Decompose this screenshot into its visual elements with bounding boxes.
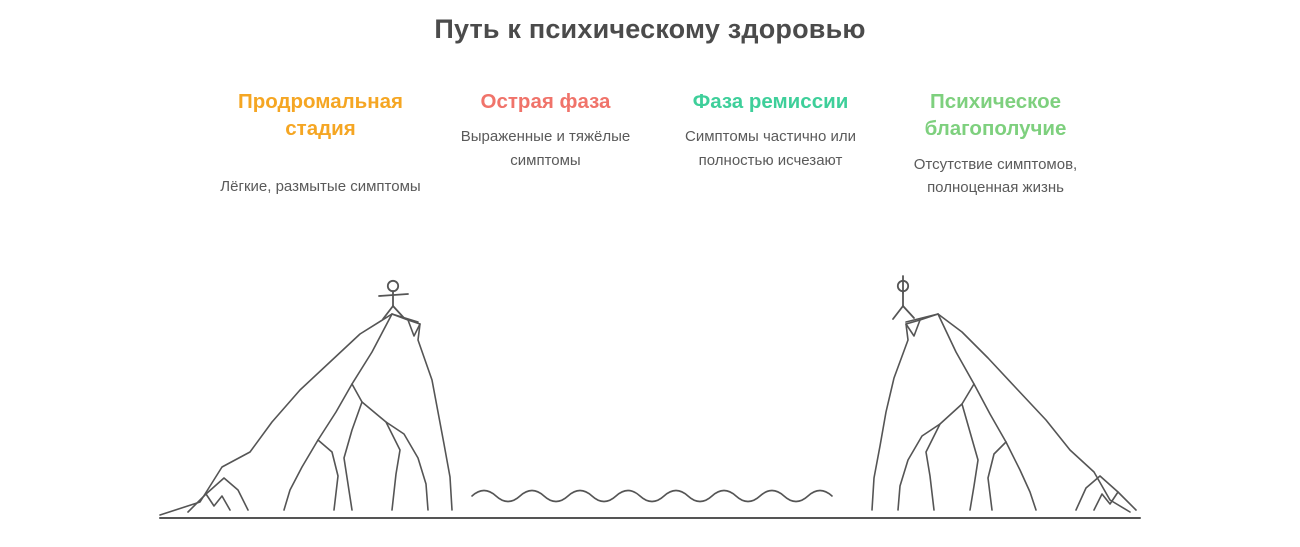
- stage-title-prodromal: Продромальная стадия: [238, 90, 403, 141]
- stage-title-acute: Острая фаза: [480, 90, 611, 113]
- water-line: [472, 491, 832, 502]
- stages-row: [208, 88, 1108, 199]
- climber-start-figure: [379, 281, 408, 319]
- mountains-illustration: [0, 262, 1300, 547]
- stage-column-acute: [433, 88, 658, 172]
- stage-description-acute: Выраженные и тяжёлые симптомы: [460, 128, 631, 169]
- stage-description-remission: Симптомы частично или полностью исчезают: [685, 128, 856, 169]
- stage-column-prodromal: [208, 88, 433, 198]
- stage-title-wellbeing: Психическое благополучие: [924, 90, 1067, 141]
- stage-column-wellbeing: [883, 88, 1108, 199]
- stage-column-remission: [658, 88, 883, 172]
- right-mountain: [872, 314, 1136, 512]
- stage-description-wellbeing: Отсутствие симптомов, полноценная жизнь: [913, 155, 1078, 196]
- climber-finish-figure: [893, 276, 914, 319]
- page-title: Путь к психическому здоровью: [434, 14, 866, 44]
- left-mountain: [160, 314, 452, 515]
- stage-title-remission: Фаза ремиссии: [692, 90, 849, 113]
- stage-description-prodromal: Лёгкие, размытые симптомы: [220, 177, 421, 195]
